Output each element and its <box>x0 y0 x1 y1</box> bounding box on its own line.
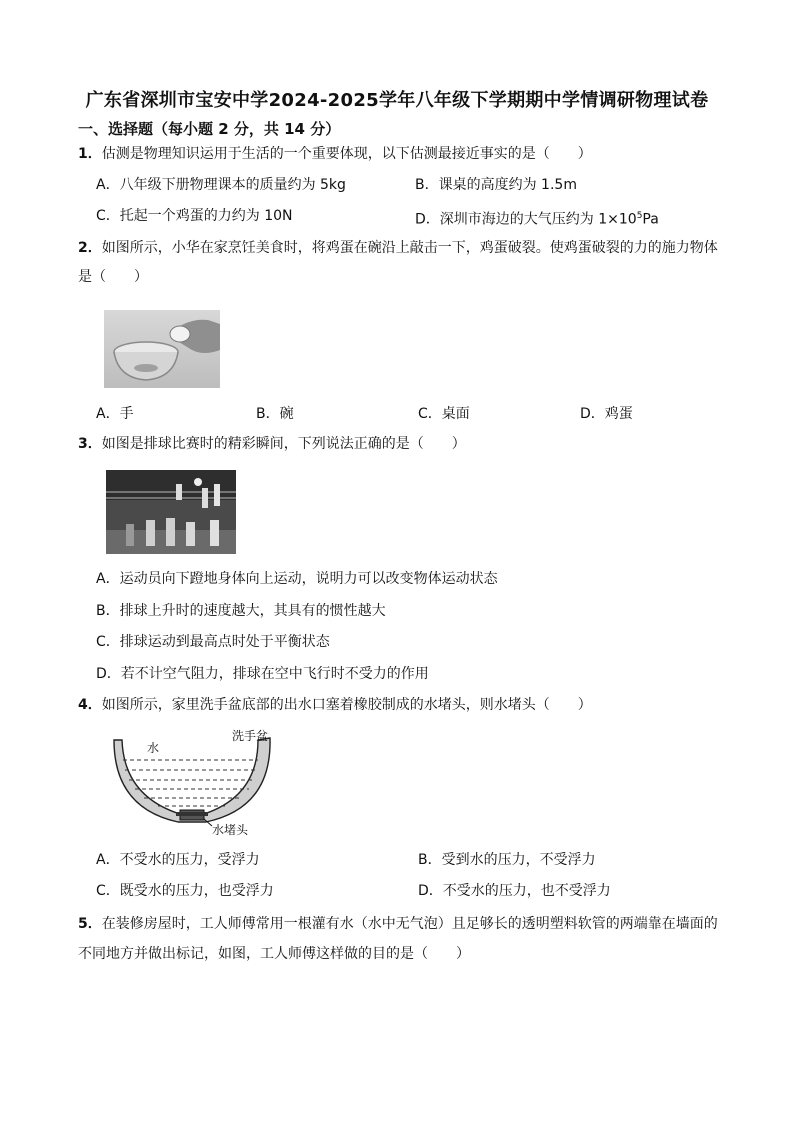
option-a: A．运动员向下蹬地身体向上运动，说明力可以改变物体运动状态 <box>96 571 498 587</box>
question-text: 如图是排球比赛时的精彩瞬间，下列说法正确的是（ ） <box>101 436 466 452</box>
question-1 <box>78 144 592 164</box>
label-plug: 水堵头 <box>212 823 249 837</box>
label-basin: 洗手盆 <box>232 729 269 743</box>
option-d: D．鸡蛋 <box>580 406 633 422</box>
option-c: C．排球运动到最高点时处于平衡状态 <box>96 634 330 650</box>
question-number: 2． <box>78 240 102 256</box>
question-4 <box>78 695 592 715</box>
option-a: A．不受水的压力，受浮力 <box>96 852 260 868</box>
question-text-line1: 在装修房屋时，工人师傅常用一根灌有水（水中无气泡）且足够长的透明塑料软管的两端靠在墙面的 <box>101 916 718 932</box>
question-number: 3． <box>78 436 102 452</box>
option-a: A．手 <box>96 406 134 422</box>
question-2-line2: 是（ ） <box>78 269 148 285</box>
option-b: B．排球上升时的速度越大，其具有的惯性越大 <box>96 603 386 619</box>
egg-bowl-photo <box>104 310 220 388</box>
question-text: 估测是物理知识运用于生活的一个重要体现，以下估测最接近事实的是（ ） <box>101 146 592 162</box>
question-5-line2: 不同地方并做出标记，如图，工人师傅这样做的目的是（ ） <box>78 946 470 962</box>
question-text: 如图所示，家里洗手盆底部的出水口塞着橡胶制成的水堵头，则水堵头（ ） <box>101 697 592 713</box>
question-number: 4． <box>78 697 102 713</box>
question-number: 5． <box>78 916 102 932</box>
option-d-text: D．深圳市海边的大气压约为 1×10 <box>415 211 637 228</box>
option-a: A．八年级下册物理课本的质量约为 5kg <box>96 177 346 193</box>
question-2 <box>78 238 718 258</box>
section-heading: 一、选择题（每小题 2 分，共 14 分） <box>78 120 341 138</box>
question-number: 1． <box>78 146 102 162</box>
option-d-exponent: 5 <box>636 211 643 221</box>
option-d-unit: Pa <box>642 211 659 228</box>
option-c: C．既受水的压力，也受浮力 <box>96 883 274 899</box>
option-d: D．不受水的压力，也不受浮力 <box>418 883 611 899</box>
option-b: B．课桌的高度约为 1.5m <box>415 177 577 193</box>
label-water: 水 <box>147 741 160 755</box>
volleyball-photo <box>106 470 236 554</box>
question-3 <box>78 434 466 454</box>
page-title: 广东省深圳市宝安中学2024-2025学年八年级下学期期中学情调研物理试卷 <box>85 90 709 111</box>
option-b: B．受到水的压力，不受浮力 <box>418 852 596 868</box>
question-text-line1: 如图所示，小华在家烹饪美食时，将鸡蛋在碗沿上敲击一下，鸡蛋破裂。使鸡蛋破裂的力的施力物体 <box>101 240 718 256</box>
option-d <box>415 206 659 230</box>
option-d: D．若不计空气阻力，排球在空中飞行时不受力的作用 <box>96 666 429 682</box>
option-b: B．碗 <box>256 406 294 422</box>
option-c: C．托起一个鸡蛋的力约为 10N <box>96 208 293 224</box>
question-5 <box>78 914 718 934</box>
option-c: C．桌面 <box>418 406 470 422</box>
